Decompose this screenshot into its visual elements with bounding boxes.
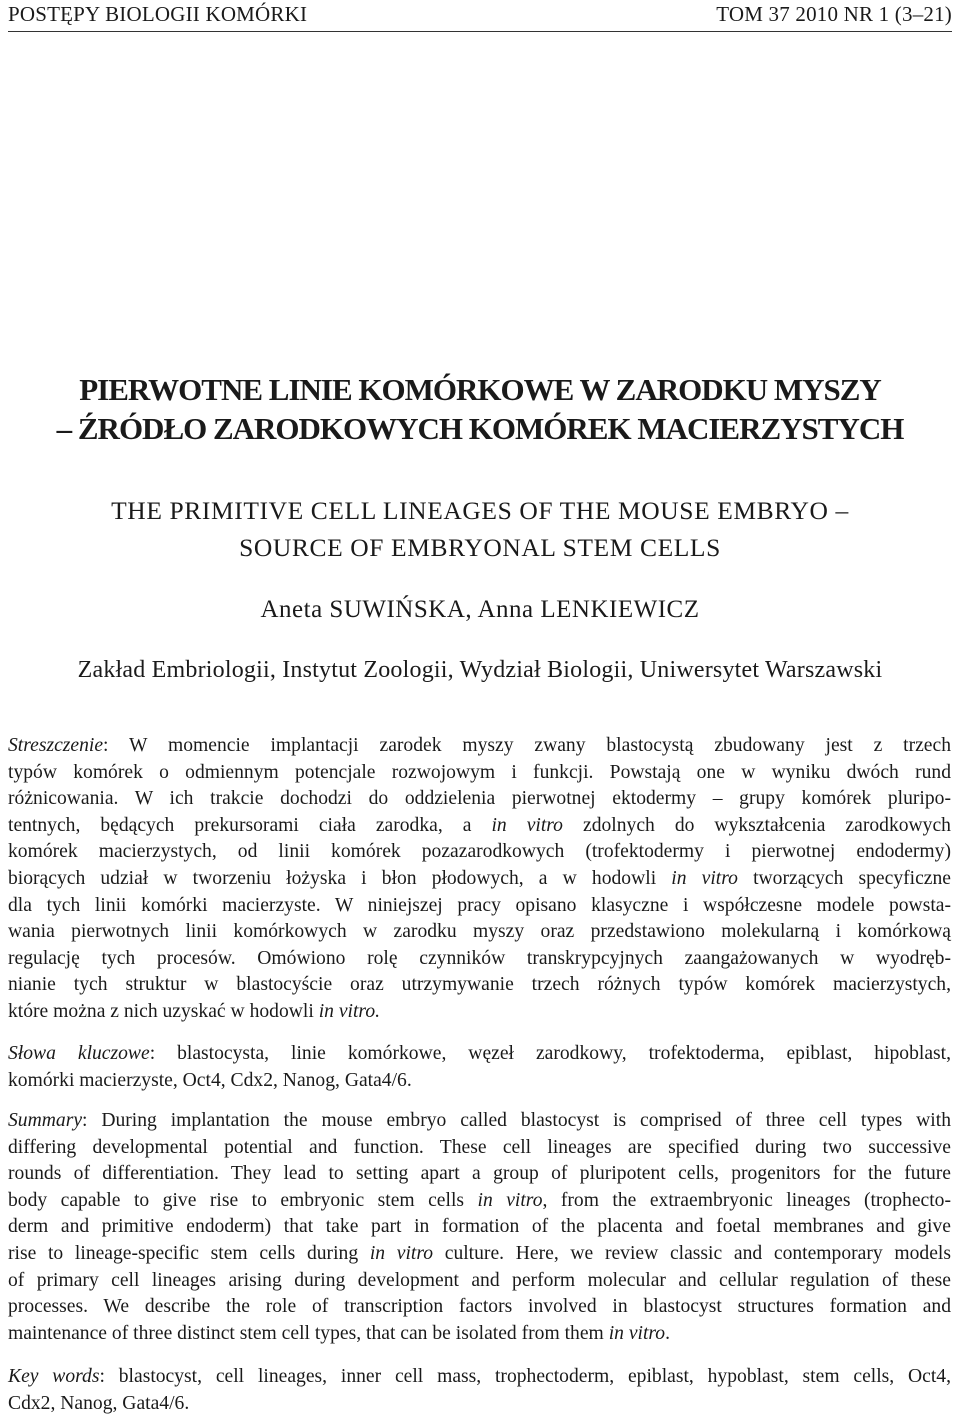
abstract-line: nianie tych struktur w blastocyście oraz utrzymywanie trzech różnych typów komórek macierzystych, [8, 974, 951, 996]
title-polish [0, 370, 960, 448]
abstract-line: różnicowania. W ich trakcie dochodzi do oddzielenia pierwotnej ektodermy – grupy komórek pluripo- [8, 788, 951, 810]
keywords-line: komórki macierzyste, Oct4, Cdx2, Nanog, Gata4/6. [8, 1069, 412, 1091]
summary-line: rounds of differentiation. They lead to setting apart a group of pluripotent cells, progenitors for the future [8, 1163, 951, 1185]
journal-name: POSTĘPY BIOLOGII KOMÓRKI [8, 2, 308, 26]
title-english [0, 492, 960, 566]
keywords-line: Key words: blastocyst, cell lineages, inner cell mass, trophectoderm, epiblast, hypoblast, stem cells, Oct4, [8, 1366, 952, 1387]
volume-info: TOM 37 2010 NR 1 (3–21) [716, 2, 952, 26]
summary-line: derm and primitive endoderm) that take part in formation of the placenta and foetal membranes and give [8, 1216, 951, 1238]
abstract-line: wania pierwotnych linii komórkowych w zarodku myszy oraz przedstawiono molekularną i komórkową [8, 921, 951, 943]
keywords-line: Słowa kluczowe: blastocysta, linie komórkowe, węzeł zarodkowy, trofektoderma, epiblast, hipoblast, [8, 1043, 952, 1064]
title-polish-line1: PIERWOTNE LINIE KOMÓRKOWE W ZARODKU MYSZY [79, 372, 881, 407]
abstract-line: dla tych linii komórki macierzyste. W niniejszej pracy opisano klasyczne i współczesne modele powsta- [8, 894, 951, 916]
keywords-polish [8, 1041, 951, 1094]
abstract-line: tentnych, będących prekursorami ciała zarodka, a in vitro zdolnych do wykształcenia zarodkowych [8, 814, 951, 836]
summary-line: Summary: During implantation the mouse embryo called blastocyst is comprised of three cell types with [8, 1110, 951, 1131]
keywords-label: Słowa kluczowe [8, 1043, 150, 1064]
summary-line: maintenance of three distinct stem cell types, that can be isolated from them in vitro. [8, 1322, 671, 1344]
title-polish-line2: – ŹRÓDŁO ZARODKOWYCH KOMÓREK MACIERZYSTYCH [56, 411, 904, 446]
abstract-line: typów komórek o odmiennym potencjale rozwojowym i funkcji. Powstają one w wyniku dwóch rund [8, 761, 951, 783]
affiliation: Zakład Embriologii, Instytut Zoologii, Wydział Biologii, Uniwersytet Warszawski [77, 657, 883, 683]
abstract-line: Streszczenie: W momencie implantacji zarodek myszy zwany blastocystą zbudowany jest z trzech [8, 735, 951, 756]
abstract-polish [8, 733, 951, 1026]
summary-line: body capable to give rise to embryonic stem cells in vitro, from the extraembryonic lineages (trophecto- [8, 1189, 951, 1211]
abstract-line: biorących udział w tworzeniu łożyska i błon płodowych, a w hodowli in vitro tworzących specyficzne [8, 867, 951, 889]
summary-label: Summary [8, 1110, 83, 1131]
abstract-line: komórek macierzystych, od linii komórek pozazarodkowych (trofektodermy i pierwotnej endodermy) [8, 841, 951, 863]
authors: Aneta SUWIŃSKA, Anna LENKIEWICZ [260, 596, 700, 623]
summary-line: rise to lineage-specific stem cells during in vitro culture. Here, we review classic and contemporary models [8, 1242, 951, 1264]
abstract-line: regulację tych procesów. Omówiono rolę czynników transkrypcyjnych zaangażowanych w wyodręb- [8, 947, 951, 969]
abstract-label: Streszczenie [8, 735, 104, 756]
keywords-label: Key words [8, 1366, 100, 1387]
abstract-line: które można z nich uzyskać w hodowli in vitro. [8, 1000, 381, 1022]
keywords-line: Cdx2, Nanog, Gata4/6. [8, 1392, 190, 1414]
keywords-english [8, 1364, 951, 1417]
summary-line: of primary cell lineages arising during development and perform molecular and cellular regulation of these [8, 1269, 951, 1291]
summary-line: processes. We describe the role of transcription factors involved in blastocyst structures formation and [8, 1296, 951, 1318]
running-header [8, 2, 952, 32]
title-english-line2: SOURCE OF EMBRYONAL STEM CELLS [239, 533, 721, 562]
summary-line: differing developmental potential and function. These cell lineages are specified during two successive [8, 1136, 951, 1158]
title-english-line1: THE PRIMITIVE CELL LINEAGES OF THE MOUSE EMBRYO – [111, 496, 849, 525]
summary-english [8, 1108, 951, 1347]
